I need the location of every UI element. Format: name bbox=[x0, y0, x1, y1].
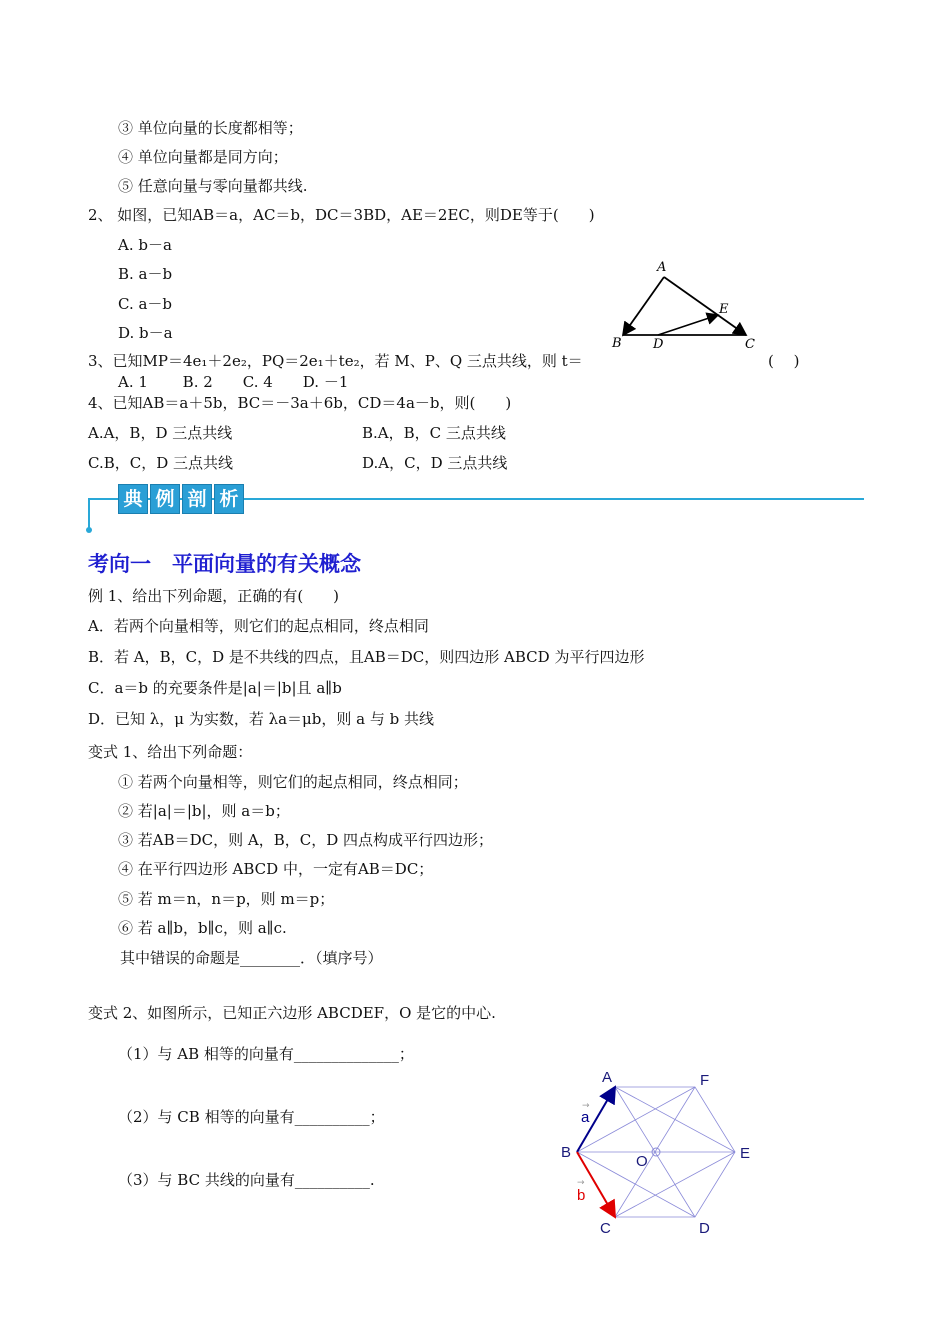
text-line: A. b－a bbox=[118, 236, 172, 254]
vector-a-label: a bbox=[581, 1109, 590, 1126]
text-line: B. a－b bbox=[118, 265, 173, 283]
text-line: ⑥ 若 a∥b，b∥c，则 a∥c. bbox=[118, 919, 287, 937]
hex-label-d: D bbox=[699, 1220, 710, 1237]
section-title: 考向一 平面向量的有关概念 bbox=[88, 552, 361, 576]
triangle-figure bbox=[600, 255, 770, 355]
text-line: ( ) bbox=[768, 352, 800, 370]
text-line: ② 若|a|＝|b|，则 a＝b； bbox=[118, 802, 290, 820]
text-line: 4、已知AB＝a＋5b，BC＝－3a＋6b，CD＝4a－b，则( ) bbox=[88, 394, 512, 412]
hex-label-e: E bbox=[740, 1145, 751, 1162]
text-line: B.A，B，C 三点共线 bbox=[362, 424, 506, 442]
banner-dot bbox=[86, 527, 92, 533]
hex-label-c: C bbox=[600, 1220, 611, 1237]
text-line: D.A，C，D 三点共线 bbox=[362, 454, 508, 472]
hex-label-a: A bbox=[602, 1069, 613, 1086]
text-line: ⑤ 若 m＝n，n＝p，则 m＝p； bbox=[118, 890, 335, 908]
banner-char: 析 bbox=[214, 484, 244, 514]
section-banner bbox=[118, 484, 244, 514]
text-line: ③ 单位向量的长度都相等； bbox=[118, 119, 303, 137]
text-line: 变式 2、如图所示，已知正六边形 ABCDEF，O 是它的中心. bbox=[88, 1004, 496, 1022]
text-line: （3）与 BC 共线的向量有__________. bbox=[118, 1171, 375, 1189]
label-e: E bbox=[719, 302, 729, 317]
text-line: C．a＝b 的充要条件是|a|＝|b|且 a∥b bbox=[88, 679, 342, 697]
label-a: A bbox=[657, 260, 667, 275]
text-line: D. b－a bbox=[118, 324, 173, 342]
text-line: 例 1、给出下列命题，正确的有( ) bbox=[88, 587, 340, 605]
text-line: 变式 1、给出下列命题： bbox=[88, 743, 253, 761]
vector-b-label: b bbox=[577, 1187, 586, 1204]
text-line: C. a－b bbox=[118, 295, 173, 313]
label-c: C bbox=[745, 337, 755, 352]
text-line: A. 1 B. 2 C. 4 D. －1 bbox=[118, 373, 349, 391]
text-line: 2、 如图，已知AB＝a，AC＝b，DC＝3BD，AE＝2EC，则DE等于( ) bbox=[88, 206, 595, 224]
text-line: ④ 在平行四边形 ABCD 中，一定有AB＝DC； bbox=[118, 860, 434, 878]
hex-label-f: F bbox=[700, 1072, 710, 1089]
text-line: ③ 若AB＝DC，则 A，B，C，D 四点构成平行四边形； bbox=[118, 831, 494, 849]
banner-char: 典 bbox=[118, 484, 148, 514]
banner-char: 例 bbox=[150, 484, 180, 514]
segment-de bbox=[658, 315, 718, 335]
segment-ac bbox=[664, 277, 746, 335]
text-line: 其中错误的命题是________．（填序号） bbox=[120, 949, 383, 967]
text-line: B．若 A，B，C，D 是不共线的四点，且AB＝DC，则四边形 ABCD 为平行四边形 bbox=[88, 648, 645, 666]
hex-label-o: O bbox=[636, 1153, 648, 1170]
text-line: （2）与 CB 相等的向量有__________； bbox=[118, 1108, 385, 1126]
banner-char: 剖 bbox=[182, 484, 212, 514]
text-line: ④ 单位向量都是同方向； bbox=[118, 148, 288, 166]
text-line: ① 若两个向量相等，则它们的起点相同，终点相同； bbox=[118, 773, 468, 791]
hex-label-b: B bbox=[561, 1144, 572, 1161]
text-line: C.B，C，D 三点共线 bbox=[88, 454, 234, 472]
hexagon-figure bbox=[555, 1065, 765, 1245]
text-line: ⑤ 任意向量与零向量都共线. bbox=[118, 177, 308, 195]
label-b: B bbox=[612, 336, 622, 351]
label-d: D bbox=[653, 337, 664, 352]
text-line: D．已知 λ，μ 为实数，若 λa＝μb，则 a 与 b 共线 bbox=[88, 710, 435, 728]
text-line: A．若两个向量相等，则它们的起点相同，终点相同 bbox=[88, 617, 429, 635]
banner-rule-vertical bbox=[88, 498, 90, 530]
segment-ab bbox=[623, 277, 664, 335]
vector-b-arrow: → bbox=[577, 1178, 585, 1188]
vector-a-arrow: → bbox=[582, 1101, 590, 1111]
text-line: A.A，B，D 三点共线 bbox=[88, 424, 233, 442]
text-line: （1）与 AB 相等的向量有______________； bbox=[118, 1045, 414, 1063]
text-line: 3、已知MP＝4e₁＋2e₂，PQ＝2e₁＋te₂，若 M、P、Q 三点共线，则 t＝ bbox=[88, 352, 583, 370]
